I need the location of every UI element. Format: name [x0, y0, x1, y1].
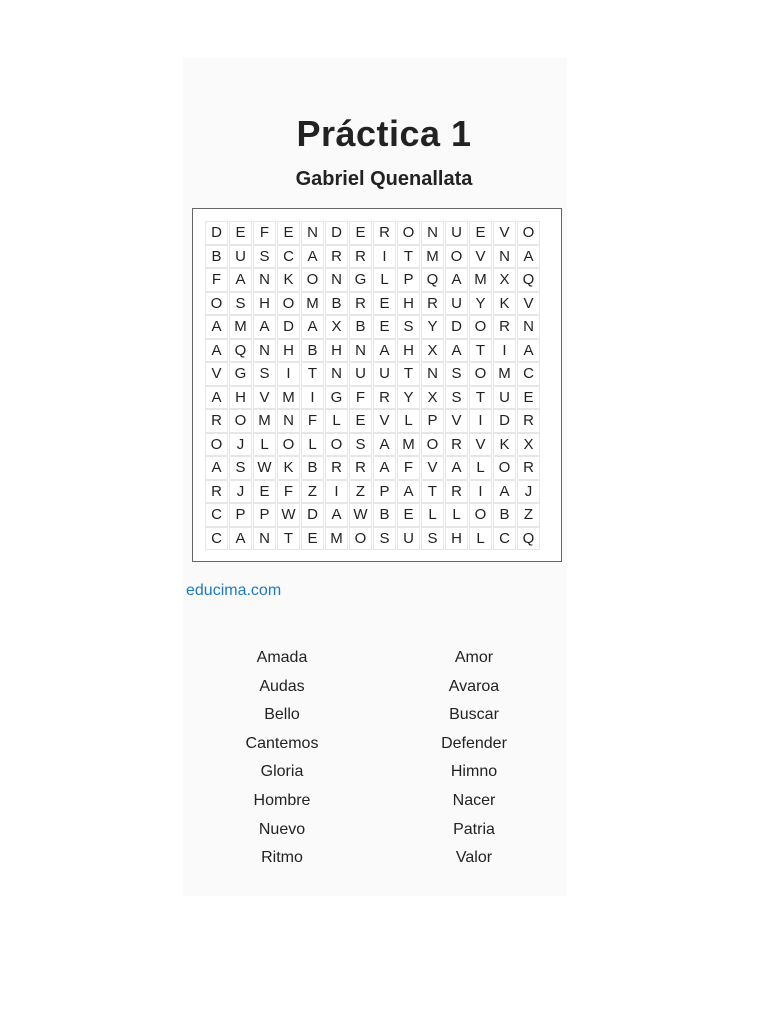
grid-cell: I [469, 480, 492, 504]
grid-cell: I [373, 245, 396, 269]
grid-cell: H [253, 292, 276, 316]
grid-cell: Z [517, 503, 540, 527]
grid-cell: V [469, 245, 492, 269]
word-list-item: Cantemos [245, 734, 319, 752]
grid-cell: A [205, 386, 228, 410]
grid-cell: L [253, 433, 276, 457]
grid-cell: C [517, 362, 540, 386]
grid-cell: U [445, 292, 468, 316]
page-title: Práctica 1 [296, 113, 472, 154]
grid-cell: G [229, 362, 252, 386]
grid-cell: W [349, 503, 372, 527]
grid-cell: B [493, 503, 516, 527]
grid-cell: C [493, 527, 516, 551]
grid-cell: Z [349, 480, 372, 504]
grid-cell: O [517, 221, 540, 245]
grid-cell: V [205, 362, 228, 386]
grid-cell: A [517, 245, 540, 269]
grid-cell: T [469, 386, 492, 410]
grid-cell: O [205, 292, 228, 316]
grid-cell: F [277, 480, 300, 504]
grid-cell: B [325, 292, 348, 316]
grid-cell: O [325, 433, 348, 457]
grid-cell: A [253, 315, 276, 339]
grid-cell: N [517, 315, 540, 339]
grid-cell: A [517, 339, 540, 363]
grid-cell: T [277, 527, 300, 551]
grid-cell: H [229, 386, 252, 410]
word-list-item: Bello [264, 706, 300, 724]
grid-cell: C [277, 245, 300, 269]
grid-cell: I [277, 362, 300, 386]
author-name: Gabriel Quenallata [295, 168, 473, 190]
grid-cell: M [469, 268, 492, 292]
grid-cell: I [469, 409, 492, 433]
grid-cell: X [421, 339, 444, 363]
grid-cell: O [229, 409, 252, 433]
grid-cell: O [421, 433, 444, 457]
grid-cell: I [493, 339, 516, 363]
grid-cell: E [229, 221, 252, 245]
grid-cell: T [469, 339, 492, 363]
word-list [186, 646, 570, 875]
grid-cell: N [253, 527, 276, 551]
grid-cell: O [445, 245, 468, 269]
grid-cell: N [493, 245, 516, 269]
grid-cell: G [325, 386, 348, 410]
grid-cell: O [469, 503, 492, 527]
grid-cell: U [397, 527, 420, 551]
source-link[interactable]: educima.com [186, 582, 282, 599]
word-list-item: Ritmo [261, 849, 303, 867]
grid-cell: E [277, 221, 300, 245]
grid-cell: V [469, 433, 492, 457]
grid-cell: R [205, 480, 228, 504]
grid-cell: M [301, 292, 324, 316]
grid-cell: E [373, 315, 396, 339]
grid-cell: W [277, 503, 300, 527]
grid-cell: Y [397, 386, 420, 410]
grid-cell: E [469, 221, 492, 245]
grid-cell: D [445, 315, 468, 339]
grid-cell: U [229, 245, 252, 269]
grid-cell: A [301, 245, 324, 269]
grid-cell: A [373, 456, 396, 480]
grid-cell: A [205, 315, 228, 339]
grid-cell: O [493, 456, 516, 480]
grid-cell: R [325, 456, 348, 480]
grid-cell: O [301, 268, 324, 292]
grid-cell: A [205, 339, 228, 363]
grid-cell: E [517, 386, 540, 410]
grid-cell: A [373, 339, 396, 363]
grid-cell: D [277, 315, 300, 339]
grid-cell: D [493, 409, 516, 433]
grid-cell: N [421, 362, 444, 386]
grid-cell: L [421, 503, 444, 527]
grid-cell: U [349, 362, 372, 386]
grid-cell: L [301, 433, 324, 457]
grid-cell: A [493, 480, 516, 504]
grid-cell: Y [421, 315, 444, 339]
grid-cell: O [469, 315, 492, 339]
grid-cell: A [229, 268, 252, 292]
grid-cell: T [301, 362, 324, 386]
grid-cell: T [397, 245, 420, 269]
grid-cell: R [325, 245, 348, 269]
grid-cell: N [421, 221, 444, 245]
grid-cell: R [445, 480, 468, 504]
grid-cell: E [301, 527, 324, 551]
grid-cell: M [229, 315, 252, 339]
grid-cell: X [493, 268, 516, 292]
grid-cell: K [493, 433, 516, 457]
grid-cell: C [205, 503, 228, 527]
grid-cell: S [229, 292, 252, 316]
grid-cell: L [325, 409, 348, 433]
word-search-grid [205, 221, 540, 550]
grid-cell: P [253, 503, 276, 527]
grid-cell: J [517, 480, 540, 504]
grid-cell: A [373, 433, 396, 457]
word-list-item: Defender [441, 734, 507, 752]
grid-cell: S [229, 456, 252, 480]
grid-cell: N [325, 362, 348, 386]
word-list-item: Gloria [260, 763, 304, 781]
grid-cell: U [373, 362, 396, 386]
grid-cell: O [277, 433, 300, 457]
grid-cell: S [349, 433, 372, 457]
grid-cell: R [421, 292, 444, 316]
grid-cell: H [445, 527, 468, 551]
grid-cell: J [229, 433, 252, 457]
grid-cell: A [445, 456, 468, 480]
grid-cell: R [349, 245, 372, 269]
grid-cell: B [301, 339, 324, 363]
grid-cell: H [325, 339, 348, 363]
grid-cell: I [301, 386, 324, 410]
grid-cell: L [469, 527, 492, 551]
word-list-item: Nuevo [258, 820, 306, 838]
grid-cell: M [253, 409, 276, 433]
grid-cell: A [445, 339, 468, 363]
word-list-item: Hombre [253, 791, 311, 809]
grid-cell: R [349, 456, 372, 480]
grid-cell: B [301, 456, 324, 480]
grid-cell: V [493, 221, 516, 245]
grid-cell: I [325, 480, 348, 504]
grid-cell: N [253, 268, 276, 292]
grid-cell: N [253, 339, 276, 363]
grid-cell: O [277, 292, 300, 316]
grid-cell: S [253, 362, 276, 386]
grid-cell: M [493, 362, 516, 386]
grid-cell: R [349, 292, 372, 316]
grid-cell: A [445, 268, 468, 292]
grid-cell: L [373, 268, 396, 292]
grid-cell: K [277, 456, 300, 480]
grid-cell: B [205, 245, 228, 269]
grid-cell: H [397, 292, 420, 316]
grid-cell: S [373, 527, 396, 551]
grid-cell: Z [301, 480, 324, 504]
grid-cell: Q [421, 268, 444, 292]
grid-cell: X [421, 386, 444, 410]
grid-cell: R [493, 315, 516, 339]
grid-cell: C [205, 527, 228, 551]
grid-cell: X [325, 315, 348, 339]
grid-cell: M [277, 386, 300, 410]
grid-cell: R [373, 221, 396, 245]
grid-cell: R [517, 409, 540, 433]
grid-cell: W [253, 456, 276, 480]
grid-cell: N [325, 268, 348, 292]
grid-cell: O [397, 221, 420, 245]
grid-cell: Q [229, 339, 252, 363]
grid-cell: D [325, 221, 348, 245]
grid-cell: O [469, 362, 492, 386]
grid-cell: G [349, 268, 372, 292]
grid-cell: F [349, 386, 372, 410]
grid-cell: F [397, 456, 420, 480]
grid-cell: F [253, 221, 276, 245]
grid-cell: Y [469, 292, 492, 316]
grid-cell: V [373, 409, 396, 433]
grid-cell: R [373, 386, 396, 410]
grid-cell: T [421, 480, 444, 504]
grid-cell: L [469, 456, 492, 480]
word-list-item: Patria [453, 820, 495, 838]
word-list-item: Valor [455, 849, 493, 867]
grid-cell: S [421, 527, 444, 551]
grid-cell: E [349, 409, 372, 433]
grid-cell: L [397, 409, 420, 433]
grid-cell: U [493, 386, 516, 410]
word-list-item: Avaroa [448, 677, 500, 695]
grid-cell: A [229, 527, 252, 551]
grid-cell: U [445, 221, 468, 245]
grid-cell: D [205, 221, 228, 245]
grid-cell: J [229, 480, 252, 504]
grid-cell: M [325, 527, 348, 551]
grid-cell: E [397, 503, 420, 527]
grid-cell: F [205, 268, 228, 292]
word-list-item: Nacer [452, 791, 496, 809]
grid-cell: V [253, 386, 276, 410]
grid-cell: S [445, 386, 468, 410]
grid-cell: P [421, 409, 444, 433]
grid-cell: V [517, 292, 540, 316]
grid-cell: B [349, 315, 372, 339]
grid-cell: K [277, 268, 300, 292]
word-list-item: Amor [454, 649, 494, 666]
word-list-item: Amada [256, 649, 308, 666]
grid-cell: X [517, 433, 540, 457]
grid-cell: N [277, 409, 300, 433]
word-list-item: Himno [450, 763, 498, 781]
grid-cell: R [205, 409, 228, 433]
grid-cell: H [397, 339, 420, 363]
grid-cell: P [373, 480, 396, 504]
grid-cell: N [301, 221, 324, 245]
grid-cell: O [349, 527, 372, 551]
grid-cell: V [421, 456, 444, 480]
grid-cell: Q [517, 527, 540, 551]
grid-cell: P [229, 503, 252, 527]
grid-cell: M [421, 245, 444, 269]
grid-cell: A [301, 315, 324, 339]
word-list-item: Buscar [449, 706, 499, 724]
grid-cell: E [373, 292, 396, 316]
grid-cell: A [397, 480, 420, 504]
grid-cell: Q [517, 268, 540, 292]
grid-cell: N [349, 339, 372, 363]
grid-cell: P [397, 268, 420, 292]
grid-cell: V [445, 409, 468, 433]
grid-cell: L [445, 503, 468, 527]
grid-cell: M [397, 433, 420, 457]
grid-cell: K [493, 292, 516, 316]
grid-cell: S [253, 245, 276, 269]
grid-cell: F [301, 409, 324, 433]
grid-cell: A [325, 503, 348, 527]
grid-cell: E [349, 221, 372, 245]
word-list-item: Audas [259, 677, 305, 695]
word-search-grid-box [192, 208, 562, 562]
grid-cell: T [397, 362, 420, 386]
grid-cell: H [277, 339, 300, 363]
grid-cell: O [205, 433, 228, 457]
grid-cell: E [253, 480, 276, 504]
grid-cell: R [517, 456, 540, 480]
grid-cell: R [445, 433, 468, 457]
grid-cell: D [301, 503, 324, 527]
grid-cell: S [397, 315, 420, 339]
grid-cell: B [373, 503, 396, 527]
grid-cell: A [205, 456, 228, 480]
grid-cell: S [445, 362, 468, 386]
